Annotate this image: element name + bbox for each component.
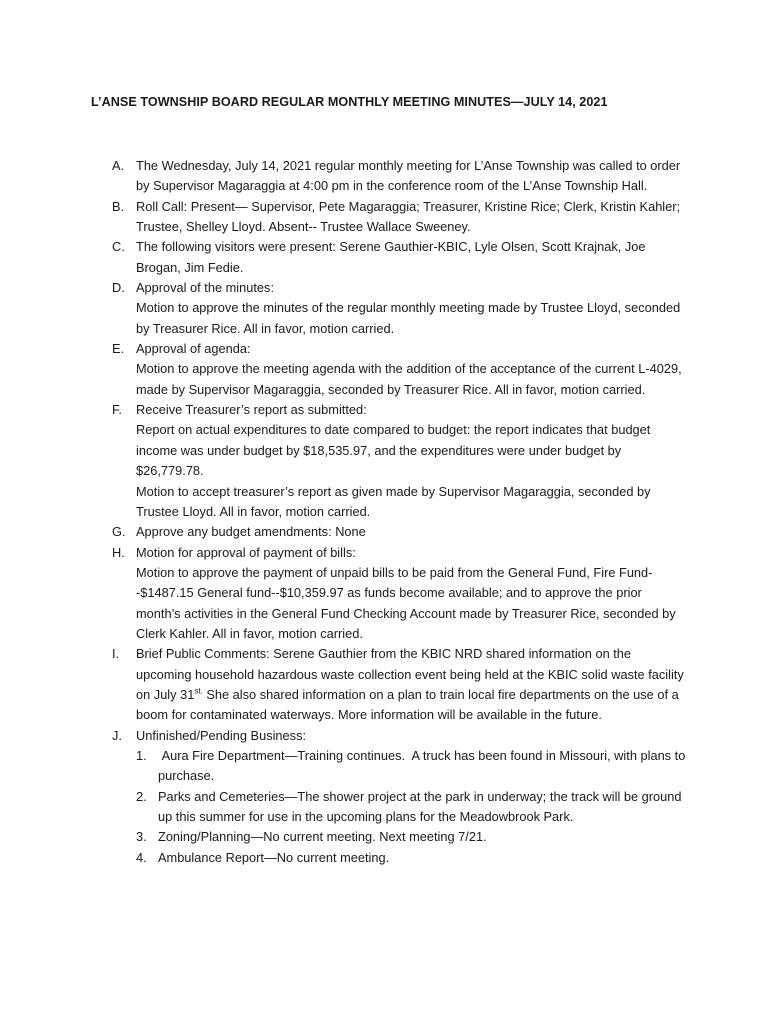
item-letter: J.: [112, 727, 122, 743]
sub-list-item: [136, 787, 688, 828]
public-comments-text: Brief Public Comments: Serene Gauthier from the KBIC NRD shared information on the upcoming household hazardous waste collection event being held at the KBIC solid waste facility on July 31: [136, 646, 684, 702]
list-item-a: [0, 156, 688, 197]
sub-list-item: [136, 848, 688, 868]
pending-business-list: [136, 746, 688, 868]
list-item-g: [0, 522, 688, 542]
list-item-d: [0, 278, 688, 339]
item-text: Roll Call: Present— Supervisor, Pete Magaraggia; Treasurer, Kristine Rice; Clerk, Kristin Kahler; Trustee, Shelley Lloyd. Absent-- Trustee Wallace Sweeney.: [136, 198, 681, 235]
public-comments-text-cont: She also shared information on a plan to train local fire departments on the use of a boom for contaminated waterways. More information will be available in the future.: [136, 686, 679, 723]
item-text: Report on actual expenditures to date compared to budget: the report indicates that budget income was under budget by $18,535.97, and the expenditures were under budget by $26,779.78.: [136, 422, 651, 479]
item-letter: E.: [112, 341, 125, 357]
sub-item-text: Parks and Cemeteries—The shower project at the park in underway; the track will be ground up this summer for use in the upcoming plans for the Meadowbrook Park.: [158, 788, 682, 824]
item-heading: Receive Treasurer’s report as submitted:: [136, 402, 367, 418]
item-text: The following visitors were present: Serene Gauthier-KBIC, Lyle Olsen, Scott Krajnak, Joe Brogan, Jim Fedie.: [136, 239, 646, 275]
sub-list-item: [136, 746, 688, 787]
ordinal-suffix: st.: [194, 686, 203, 696]
item-text: [136, 644, 688, 725]
item-text: The Wednesday, July 14, 2021 regular monthly meeting for L’Anse Township was called to order by Supervisor Magaraggia at 4:00 pm in the conference room of the L’Anse Township Hall.: [136, 158, 681, 194]
minutes-list: [0, 156, 770, 868]
list-item-h: [0, 543, 688, 645]
sub-item-number: 2.: [136, 788, 147, 804]
item-letter: D.: [112, 280, 125, 296]
item-text: Approve any budget amendments: None: [136, 524, 366, 540]
item-text: Motion to accept treasurer’s report as given made by Supervisor Magaraggia, seconded by Trustee Lloyd. All in favor, motion carried.: [136, 483, 651, 519]
list-item-b: [0, 197, 688, 238]
item-heading: Approval of agenda:: [136, 341, 251, 357]
item-letter: H.: [112, 544, 125, 560]
item-text: Motion to approve the payment of unpaid bills to be paid from the General Fund, Fire Fund--$1487.15 General fund--$10,359.97 as funds become available; and to approve the prior month’s activities in the General Fund Checking Account made by Treasurer Rice, seconded by Clerk Kahler. All in favor, motion carried.: [136, 564, 676, 641]
list-item-j: [0, 726, 688, 868]
item-letter: A.: [112, 158, 125, 173]
item-text: Motion to approve the meeting agenda with the addition of the acceptance of the current L-4029, made by Supervisor Magaraggia, seconded by Treasurer Rice. All in favor, motion carried.: [136, 361, 682, 397]
item-letter: F.: [112, 402, 122, 418]
sub-item-number: 4.: [136, 849, 147, 865]
item-heading: Unfinished/Pending Business:: [136, 727, 307, 743]
list-item-f: [0, 400, 688, 522]
list-item-e: [0, 339, 688, 400]
sub-item-text: Zoning/Planning—No current meeting. Next meeting 7/21.: [158, 829, 487, 845]
sub-item-number: 1.: [136, 747, 147, 763]
item-heading: Motion for approval of payment of bills:: [136, 544, 356, 560]
sub-item-text: Ambulance Report—No current meeting.: [158, 849, 390, 865]
item-letter: I.: [112, 646, 120, 662]
item-heading: Approval of the minutes:: [136, 280, 274, 296]
sub-list-item: [136, 827, 688, 847]
list-item-c: [0, 237, 688, 278]
item-letter: C.: [112, 239, 125, 255]
item-letter: B.: [112, 198, 125, 214]
list-item-i: [0, 644, 688, 725]
sub-item-text: Aura Fire Department—Training continues. A truck has been found in Missouri, with plans to purchase.: [158, 747, 689, 784]
sub-item-number: 3.: [136, 829, 147, 845]
item-letter: G.: [112, 524, 126, 540]
document-title: L’ANSE TOWNSHIP BOARD REGULAR MONTHLY MEETING MINUTES—JULY 14, 2021: [91, 95, 608, 109]
item-text: Motion to approve the minutes of the regular monthly meeting made by Trustee Lloyd, seconded by Treasurer Rice. All in favor, motion carried.: [136, 300, 681, 336]
